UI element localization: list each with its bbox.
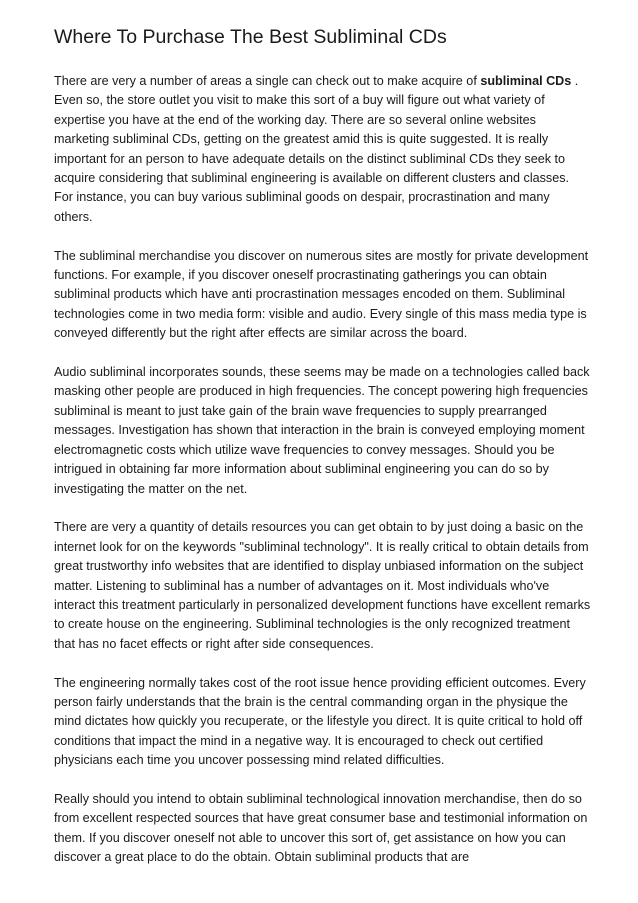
- paragraph-1-text-start: There are very a number of areas a single can check out to make acquire of: [54, 74, 481, 88]
- paragraph-2: The subliminal merchandise you discover on numerous sites are mostly for private development functions. For example, if you discover oneself procrastinating gatherings you can obtain subliminal products which have anti procrastination messages encoded on them. Subliminal technologies come in two media form: visible and audio. Every single of this mass media type is conveyed differently but the right after effects are similar across the board.: [54, 248, 589, 341]
- paragraph-1-text-end: . Even so, the store outlet you visit to make this sort of a buy will figure out what variety of expertise you have at the end of the working day. There are so several online websites marketing subliminal CDs, getting on the greatest amid this is quite suggested. It is really important for an person to have adequate details on the distinct subliminal CDs they seek to acquire considering that subliminal engineering is available on different clusters and classes. For instance, you can buy various subliminal goods on despair, procrastination and many others.: [54, 74, 579, 224]
- paragraph-6: Really should you intend to obtain subliminal technological innovation merchandise, then do so from excellent respected sources that have great consumer base and testimonial information on them. If you discover oneself not able to uncover this sort of, get assistance on how you can discover a great place to do the obtain. Obtain subliminal products that are: [54, 791, 588, 865]
- document-page: [54, 22, 591, 887]
- paragraph-5: The engineering normally takes cost of the root issue hence providing efficient outcomes. Every person fairly understands that the brain is the central commanding organ in the physique the mind dictates how quickly you recuperate, or the lifestyle you direct. It is quite critical to hold off conditions that impact the mind in a negative way. It is encouraged to check out certified physicians each time you uncover possessing mind related difficulties.: [54, 675, 586, 768]
- paragraph-4: There are very a quantity of details resources you can get obtain to by just doing a basic on the internet look for on the keywords "subliminal technology". It is really critical to obtain details from great trustworthy info websites that are identified to display unbiased information on the subject matter. Listening to subliminal has a number of advantages on it. Most individuals who've interact this treatment particularly in personalized development functions have excellent remarks to create house on the engineering. Subliminal technologies is the only recognized treatment that has no facet effects or right after side consequences.: [54, 520, 591, 651]
- keyword-subliminal-cds: subliminal CDs: [480, 74, 572, 88]
- paragraph-3: Audio subliminal incorporates sounds, these seems may be made on a technologies called back masking other people are produced in high frequencies. The concept powering high frequencies subliminal is meant to just take gain of the brain wave frequencies to supply prearranged messages. Investigation has shown that interaction in the brain is conveyed employing moment electromagnetic costs which utilize wave frequencies to convey messages. Should you be intrigued in obtaining far more information about subliminal engineering you can do so by investigating the matter on the net.: [54, 365, 590, 496]
- page-title: Where To Purchase The Best Subliminal CDs: [54, 26, 447, 48]
- paragraph-1: [54, 72, 591, 227]
